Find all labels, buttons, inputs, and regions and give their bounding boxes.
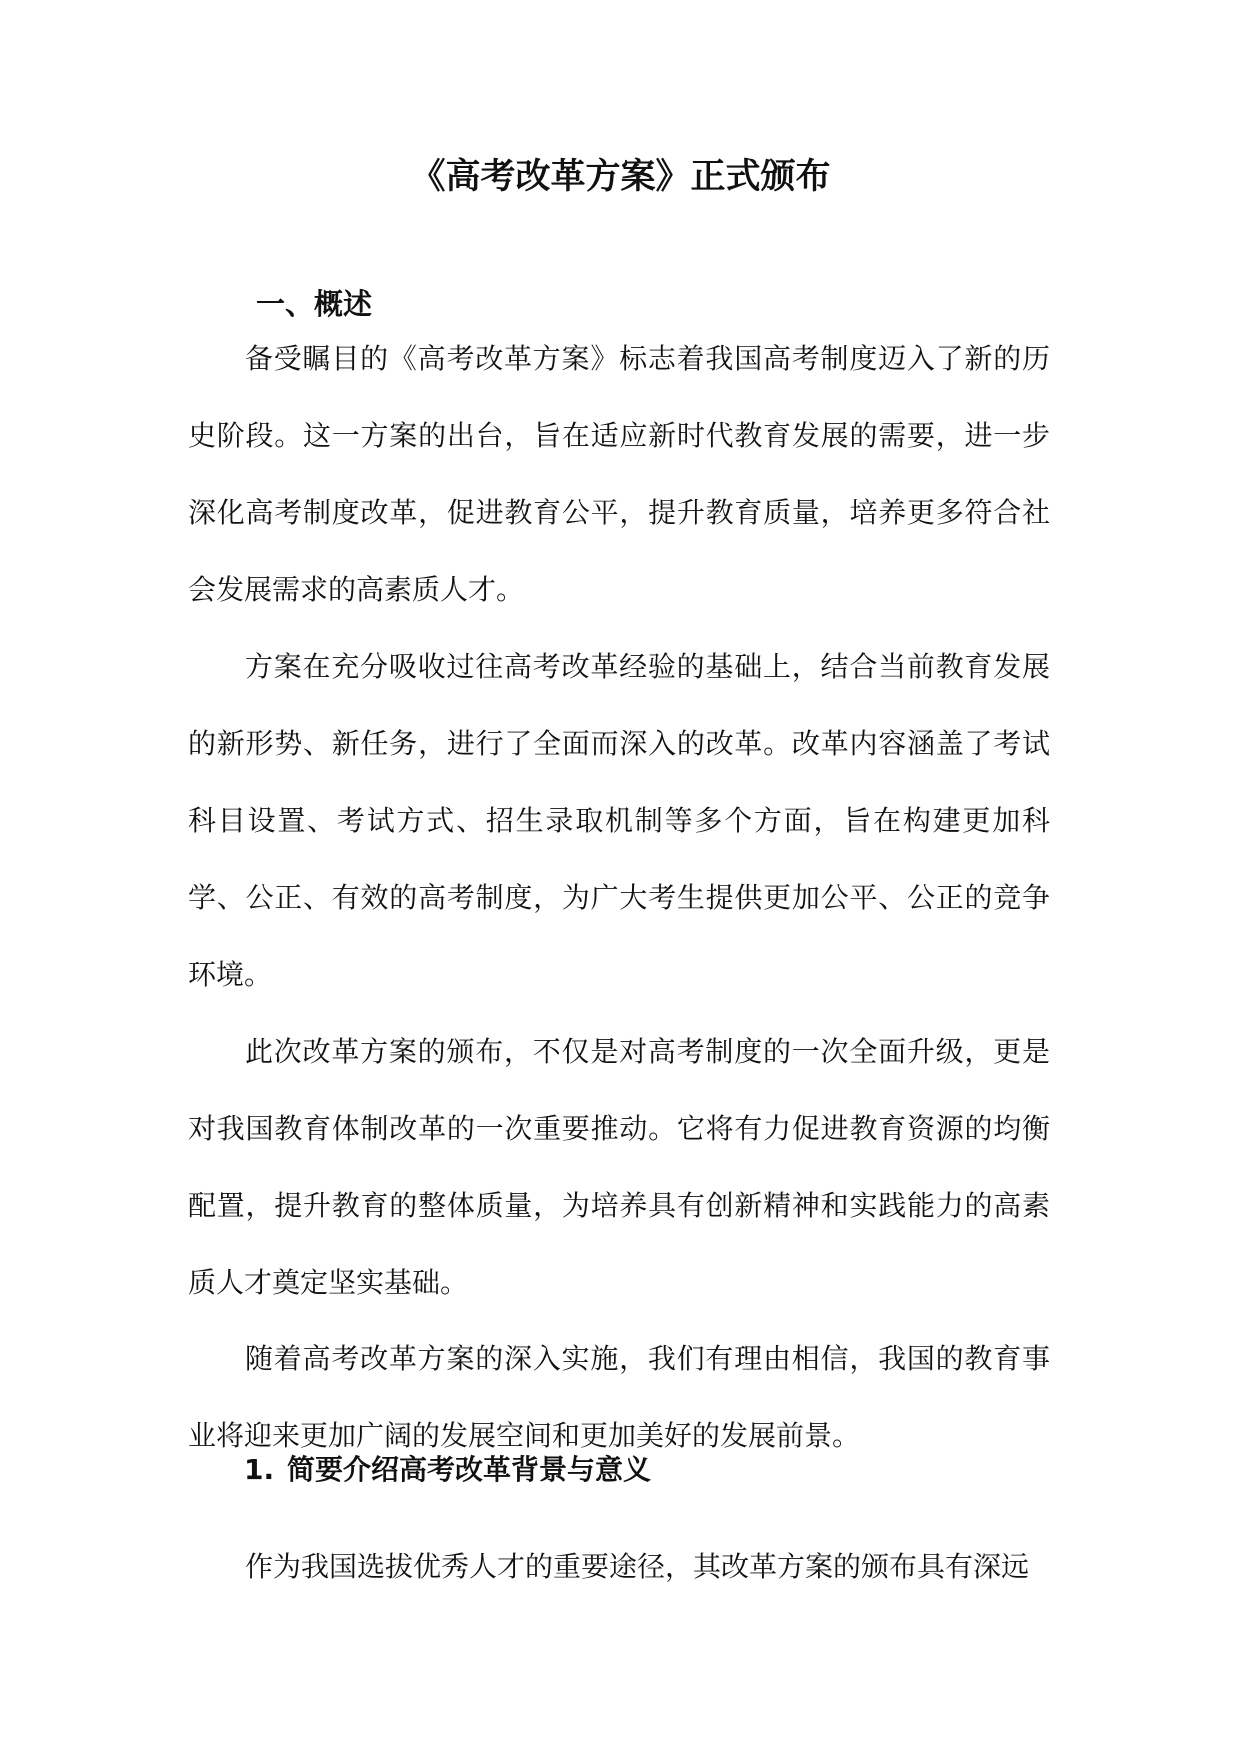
subsection-heading bbox=[244, 1450, 651, 1490]
paragraph-1: 备受瞩目的《高考改革方案》标志着我国高考制度迈入了新的历史阶段。这一方案的出台，旨在适应新时代教育发展的需要，进一步深化高考制度改革，促进教育公平，提升教育质量，培养更多符合社会发展需求的高素质人才。 bbox=[188, 342, 1050, 606]
section-heading-overview: 一、概述 bbox=[256, 287, 373, 321]
document-title: 《高考改革方案》正式颁布 bbox=[410, 157, 831, 197]
subsection-number: 1. bbox=[244, 1453, 275, 1486]
subsection-heading-text: 简要介绍高考改革背景与意义 bbox=[287, 1453, 652, 1486]
paragraph-3: 此次改革方案的颁布，不仅是对高考制度的一次全面升级，更是对我国教育体制改革的一次重要推动。它将有力促进教育资源的均衡配置，提升教育的整体质量，为培养具有创新精神和实践能力的高素质人才奠定坚实基础。 bbox=[188, 1035, 1050, 1299]
paragraph-5: 作为我国选拔优秀人才的重要途径，其改革方案的颁布具有深远 bbox=[245, 1550, 1030, 1583]
paragraph-4: 随着高考改革方案的深入实施，我们有理由相信，我国的教育事业将迎来更加广阔的发展空间和更加美好的发展前景。 bbox=[188, 1342, 1050, 1452]
paragraph-2: 方案在充分吸收过往高考改革经验的基础上，结合当前教育发展的新形势、新任务，进行了全面而深入的改革。改革内容涵盖了考试科目设置、考试方式、招生录取机制等多个方面，旨在构建更加科学、公正、有效的高考制度，为广大考生提供更加公平、公正的竞争环境。 bbox=[188, 650, 1050, 991]
